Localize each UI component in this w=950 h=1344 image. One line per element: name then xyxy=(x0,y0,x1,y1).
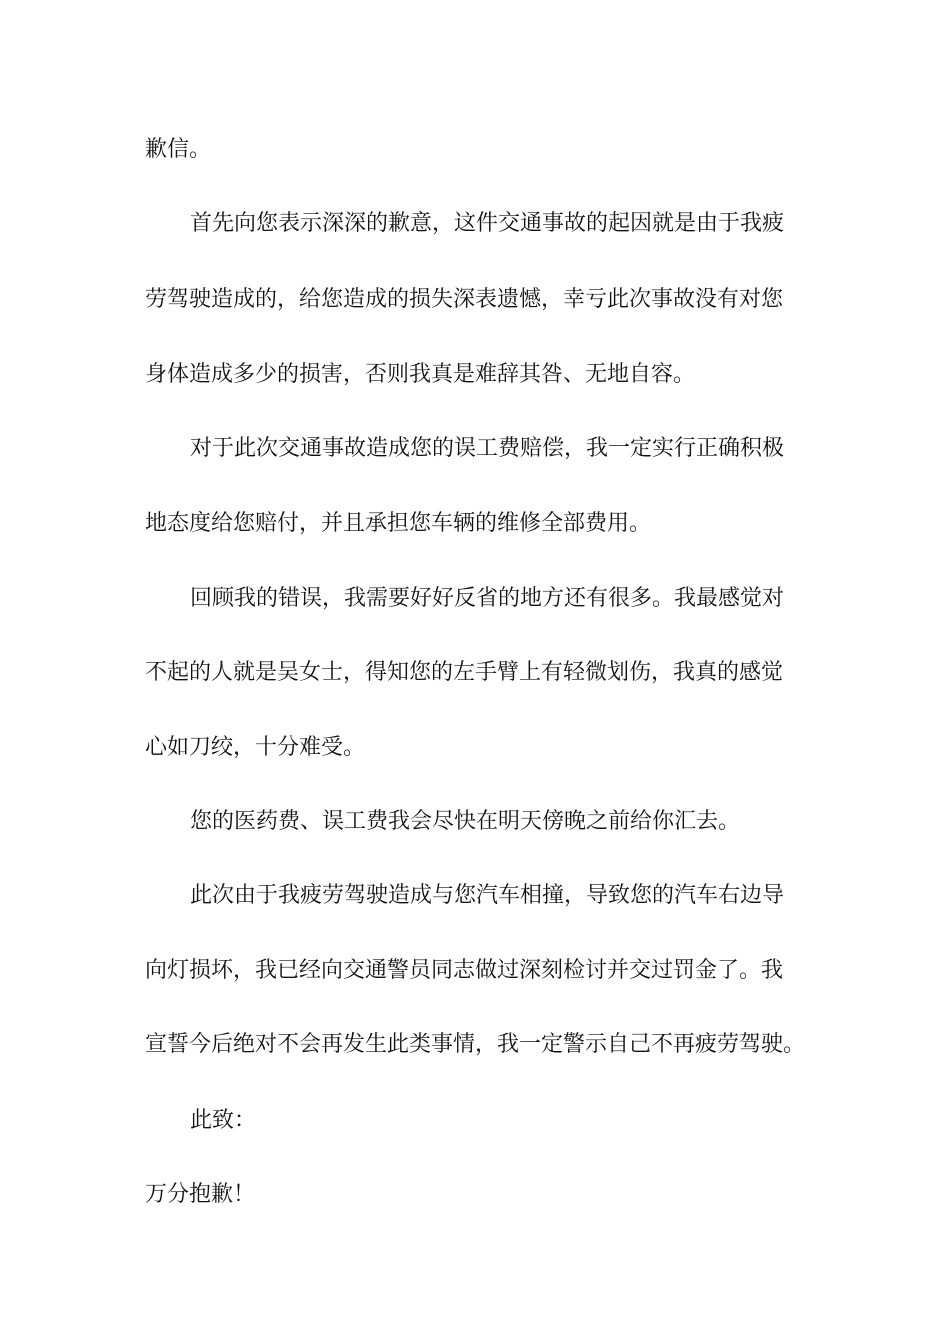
paragraph-first-line: 首先向您表示深深的歉意，这件交通事故的起因就是由于我疲 xyxy=(190,211,785,236)
text-line: 向灯损坏，我已经向交通警员同志做过深刻检讨并交过罚金了。我 xyxy=(145,958,784,983)
text-line: 身体造成多少的损害，否则我真是难辞其咎、无地自容。 xyxy=(145,362,696,387)
text-line: 地态度给您赔付，并且承担您车辆的维修全部费用。 xyxy=(145,511,652,536)
paragraph-first-line: 此次由于我疲劳驾驶造成与您汽车相撞，导致您的汽车右边导 xyxy=(190,883,785,908)
text-line: 不起的人就是吴女士，得知您的左手臂上有轻微划伤，我真的感觉 xyxy=(145,660,784,685)
text-line: 歉信。 xyxy=(145,137,212,162)
closing-apology: 万分抱歉！ xyxy=(145,1182,256,1207)
text-line: 心如刀绞，十分难受。 xyxy=(145,735,366,760)
text-line: 宣誓今后绝对不会再发生此类事情，我一定警示自己不再疲劳驾驶。 xyxy=(145,1032,806,1057)
paragraph-first-line: 回顾我的错误，我需要好好反省的地方还有很多。我最感觉对 xyxy=(190,586,785,611)
paragraph-first-line: 对于此次交通事故造成您的误工费赔偿，我一定实行正确积极 xyxy=(190,436,785,461)
closing-salutation: 此致： xyxy=(190,1108,257,1133)
paragraph-first-line: 您的医药费、误工费我会尽快在明天傍晚之前给你汇去。 xyxy=(190,809,741,834)
text-line: 劳驾驶造成的，给您造成的损失深表遗憾，幸亏此次事故没有对您 xyxy=(145,287,784,312)
